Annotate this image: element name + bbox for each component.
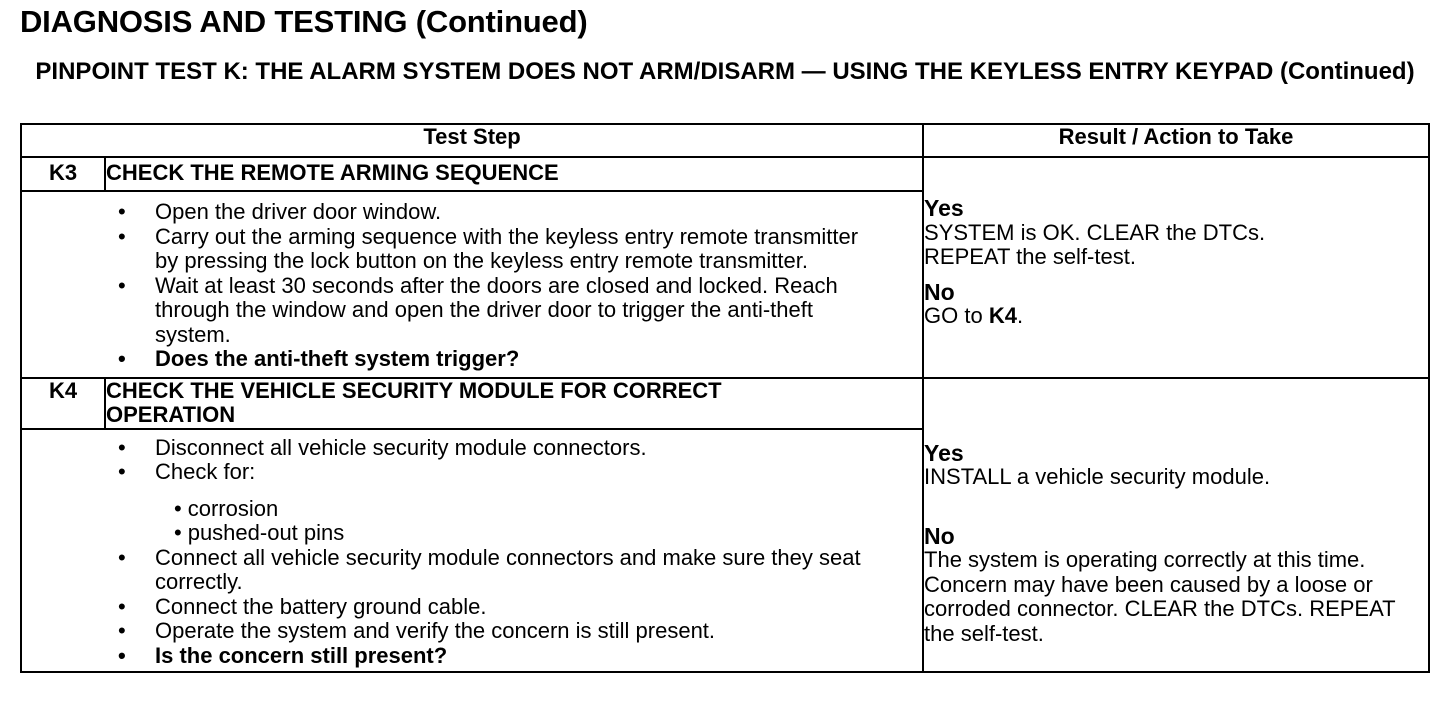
check-for-list <box>22 497 922 546</box>
list-item: • Carry out the arming sequence with the keyless entry remote transmitter by pressing the lock button on the keyless entry remote transmitter. <box>22 225 862 274</box>
header-test-step: Test Step <box>21 124 923 157</box>
check-item-pins: pushed-out pins <box>187 520 345 545</box>
k3-no-text <box>924 304 1428 329</box>
k3-yes-text: SYSTEM is OK. CLEAR the DTCs. REPEAT the self-test. <box>924 219 1266 269</box>
list-item: • Connect the battery ground cable. <box>22 595 862 620</box>
sub-list-item <box>22 521 922 546</box>
k4-no-text: The system is operating correctly at this time. Concern may have been caused by a loose or corroded connector. CLEAR the DTCs. REPEAT the self-test. <box>924 547 1396 646</box>
step-k3-title: CHECK THE REMOTE ARMING SEQUENCE <box>105 157 923 191</box>
list-item: • Connect all vehicle security module connectors and make sure they seat correctly. <box>22 546 862 595</box>
k3-no-label: No <box>924 278 955 305</box>
step-k3-list <box>22 200 922 372</box>
step-k4-title-row <box>21 378 1429 429</box>
k3-no-suffix: . <box>1016 303 1024 328</box>
check-item-corrosion: corrosion <box>187 495 279 521</box>
check-for-label: Check for: <box>155 459 256 484</box>
list-item: • Operate the system and verify the concern is still present. <box>22 619 862 644</box>
step-k4-title: CHECK THE VEHICLE SECURITY MODULE FOR CORRECT OPERATION <box>105 378 923 429</box>
step-k3-title-row <box>21 157 1429 191</box>
step-k3-body <box>21 191 923 378</box>
step-k4-list-cont <box>22 546 922 669</box>
k3-no-ref: K4 <box>988 303 1017 328</box>
step-k4-body <box>21 429 923 673</box>
k3-no-prefix: GO to <box>924 303 989 328</box>
step-id-k3: K3 <box>21 157 105 191</box>
pinpoint-test-title: PINPOINT TEST K: THE ALARM SYSTEM DOES NOT ARM/DISARM — USING THE KEYLESS ENTRY KEYPAD (Continued) <box>35 58 1415 85</box>
k4-yes-label: Yes <box>924 439 964 466</box>
step-k4-result <box>923 378 1429 673</box>
list-item-question: • Is the concern still present? <box>22 644 862 669</box>
k4-yes-text: INSTALL a vehicle security module. <box>924 464 1271 489</box>
sub-list-item <box>22 497 922 522</box>
step-k4-list <box>22 436 922 485</box>
list-item: • Disconnect all vehicle security module connectors. <box>22 436 862 461</box>
k3-yes-label: Yes <box>924 195 964 221</box>
bullet-icon: • <box>174 495 182 521</box>
list-item <box>22 460 862 485</box>
pinpoint-test-table <box>20 123 1430 673</box>
list-item: • Wait at least 30 seconds after the doors are closed and locked. Reach through the window and open the driver door to trigger the anti-theft system. <box>22 274 862 348</box>
header-result-action: Result / Action to Take <box>923 124 1429 157</box>
step-id-k4: K4 <box>21 378 105 429</box>
list-item: • Open the driver door window. <box>22 200 862 225</box>
bullet-icon: • <box>174 520 182 545</box>
table-header-row <box>21 124 1429 157</box>
k4-no-label: No <box>924 522 955 549</box>
step-k3-result <box>923 157 1429 378</box>
page-title: DIAGNOSIS AND TESTING (Continued) <box>20 4 588 39</box>
list-item-question: • Does the anti-theft system trigger? <box>22 347 862 372</box>
